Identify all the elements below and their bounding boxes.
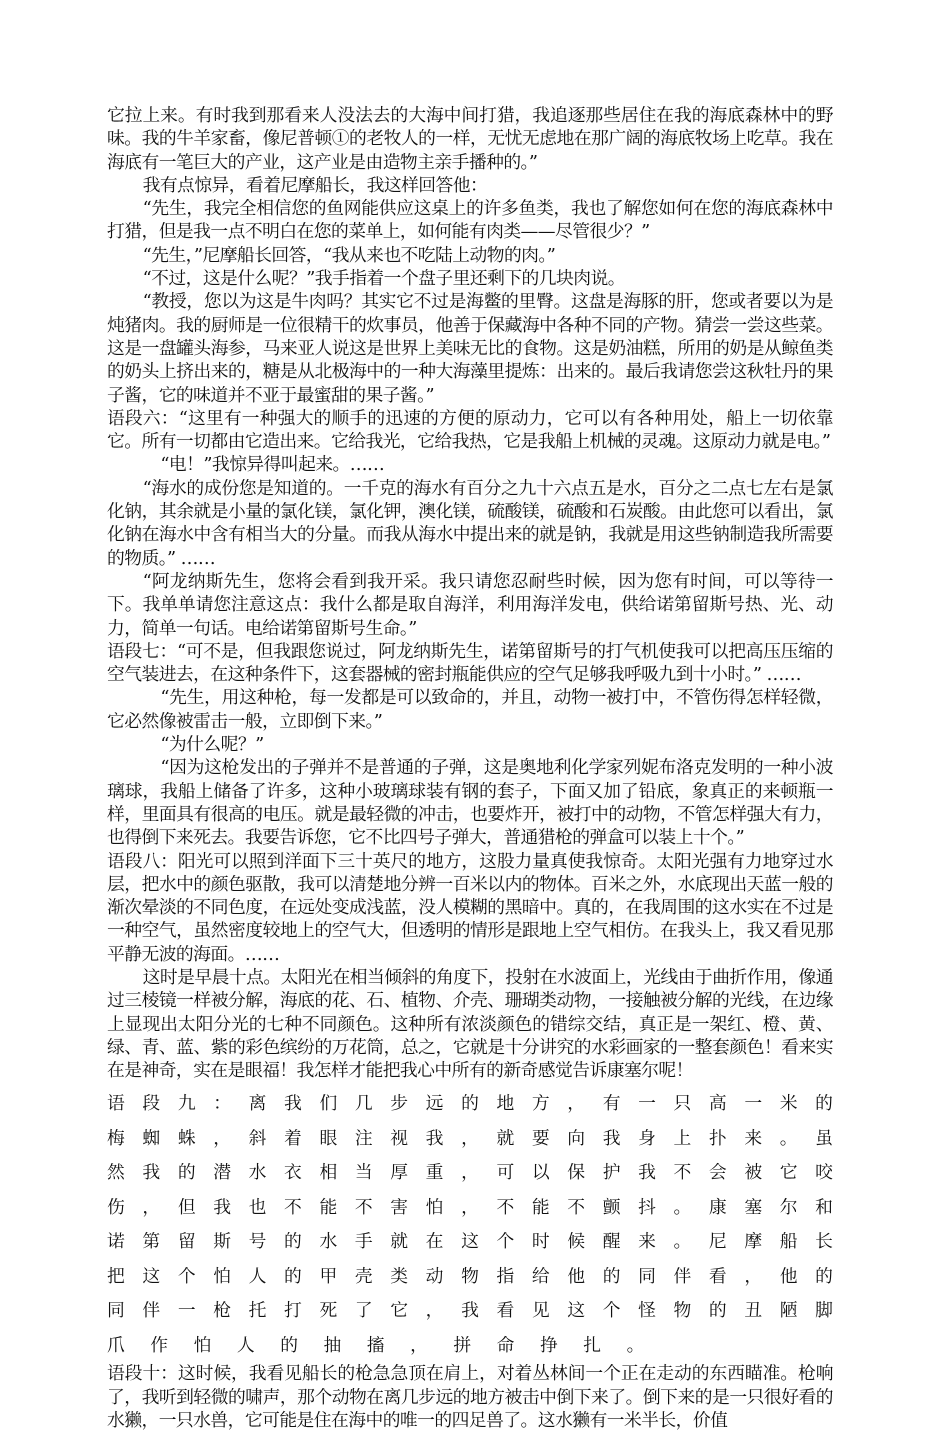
- text-paragraph: “海水的成份您是知道的。一千克的海水有百分之九十六点五是水，百分之二点七左右是氯化钠，其余就是小量的氯化镁，氯化钾，澳化镁，硫酸镁，硫酸和石炭酸。由此您可以看出，氯化钠在海水中含有相当大的分量。而我从海水中提出来的就是钠，我就是用这些钠制造我所需要的物质。” ……: [107, 477, 833, 569]
- text-paragraph: “先生，用这种枪，每一发都是可以致命的，并且，动物一被打中，不管伤得怎样轻微，它必然像被雷击一般，立即倒下来。”: [107, 687, 833, 732]
- text-paragraph: “教授，您以为这是牛肉吗？其实它不过是海鳖的里臀。这盘是海豚的肝，您或者要以为是炖猪肉。我的厨师是一位很精干的炊事员，他善于保藏海中各种不同的产物。猜尝一尝这些菜。这是一盘罐头海参，马来亚人说这是世界上美味无比的食物。这是奶油糕，所用的奶是从鲸鱼类的奶头上挤出来的，糖是从北极海中的一种大海藻里提炼：出来的。最后我请您尝这秋牡丹的果子酱，它的味道并不亚于最蜜甜的果子酱。”: [107, 291, 833, 406]
- text-paragraph: “为什么呢？”: [160, 734, 264, 756]
- text-paragraph: “电！”我惊异得叫起来。……: [160, 454, 385, 476]
- passage-section-5: [107, 104, 833, 407]
- section-paragraph: 语段六：“这里有一种强大的顺手的迅速的方便的原动力，它可以有各种用处，船上一切依靠它。所有一切都由它造出来。它给我光，它给我热，它是我船上机械的灵魂。这原动力就是电。”: [107, 407, 833, 453]
- section-paragraph: 语段十：这时候，我看见船长的枪急急顶在肩上，对着丛林间一个正在走动的东西瞄准。枪响了，我听到轻微的啸声，那个动物在离几步远的地方被击中倒下来了。倒下来的是一只很好看的水獭，一只水兽，它可能是住在海中的唯一的四足兽了。这水獭有一米半长，价值: [107, 1363, 833, 1432]
- text-paragraph: “阿龙纳斯先生，您将会看到我开采。我只请您忍耐些时候，因为您有时间，可以等待一下。我单单请您注意这点：我什么都是取自海洋，利用海洋发电，供给诺第留斯号热、光、动力，简单一句话。电给诺第留斯号生命。”: [107, 570, 833, 639]
- text-paragraph: “不过，这是什么呢？”我手指着一个盘子里还剩下的几块肉说。: [142, 268, 625, 290]
- spaced-text-row: 同 伴 一 枪 托 打 死 了 它 ， 我 看 见 这 个 怪 物 的 丑 陋 脚: [107, 1300, 833, 1322]
- passage-section-6: [107, 407, 833, 640]
- spaced-text-row: 爪 作 怕 人 的 抽 搐 ， 拼 命 挣 扎 。: [107, 1334, 645, 1356]
- section-paragraph: 语段八：阳光可以照到洋面下三十英尺的地方，这股力量真使我惊奇。太阳光强有力地穿过水层，把水中的颜色驱散，我可以清楚地分辨一百米以内的物体。百米之外，水底现出天蓝一般的渐次晕淡的不同色度，在远处变成浅蓝，没人模糊的黑暗中。真的，在我周围的这水实在不过是一种空气，虽然密度较地上的空气大，但透明的情形是跟地上空气相仿。在我头上，我又看见那平静无波的海面。……: [107, 850, 833, 965]
- text-paragraph: “因为这枪发出的子弹并不是普通的子弹，这是奥地利化学家列妮布洛克发明的一种小波璃球，我船上储备了许多，这种小玻璃球装有钢的套子，下面又加了铅底，象真正的来顿瓶一样，里面具有很高的电压。就是最轻微的冲击，也要炸开，被打中的动物，不管怎样强大有力，也得倒下来死去。我要告诉您，它不比四号子弹大，普通猎枪的弹盒可以装上十个。”: [107, 757, 833, 849]
- passage-section-10: [107, 1362, 833, 1432]
- spaced-text-row: 梅 蜘 蛛 ， 斜 着 眼 注 视 我 ， 就 要 向 我 身 上 扑 来 。 虽: [107, 1127, 833, 1149]
- spaced-text-row: 伤 ， 但 我 也 不 能 不 害 怕 ， 不 能 不 颤 抖 。 康 塞 尔 和: [107, 1196, 833, 1218]
- text-paragraph: “先生，”尼摩船长回答，“我从来也不吃陆上动物的肉。”: [142, 244, 556, 266]
- document-page: [107, 104, 833, 1432]
- spaced-text-row: 语 段 九 ： 离 我 们 几 步 远 的 地 方 ， 有 一 只 高 一 米 的: [107, 1093, 833, 1115]
- passage-section-7: [107, 640, 833, 850]
- passage-section-8: [107, 850, 833, 1083]
- spaced-text-row: 把 这 个 怕 人 的 甲 壳 类 动 物 指 给 他 的 同 伴 看 ， 他 的: [107, 1265, 833, 1287]
- text-paragraph: “先生，我完全相信您的鱼网能供应这桌上的许多鱼类，我也了解您如何在您的海底森林中打猎，但是我一点不明白在您的菜单上，如何能有肉类——尽管很少？”: [107, 198, 833, 243]
- passage-section-9: [107, 1085, 833, 1361]
- section-paragraph: 语段七：“可不是，但我跟您说过，阿龙纳斯先生，诺第留斯号的打气机使我可以把高压压缩的空气装进去，在这种条件下，这套器械的密封瓶能供应的空气足够我呼吸九到十小时。” ……: [107, 640, 833, 686]
- text-paragraph: 这时是早晨十点。太阳光在相当倾斜的角度下，投射在水波面上，光线由于曲折作用，像通过三棱镜一样被分解，海底的花、石、植物、介壳、珊瑚类动物，一接触被分解的光线，在边缘上显现出太阳分光的七种不同颜色。这种所有浓淡颜色的错综交结，真正是一架红、橙、黄、绿、青、蓝、紫的彩色缤纷的万花筒，总之，它就是十分讲究的水彩画家的一整套颜色！看来实在是神奇，实在是眼福！我怎样才能把我心中所有的新奇感觉告诉康塞尔呢！: [107, 966, 833, 1082]
- spaced-text-row: 诺 第 留 斯 号 的 水 手 就 在 这 个 时 候 醒 来 。 尼 摩 船 长: [107, 1231, 833, 1253]
- text-paragraph: 我有点惊异，看着尼摩船长，我这样回答他：: [142, 174, 488, 196]
- spaced-text-row: 然 我 的 潜 水 衣 相 当 厚 重 ， 可 以 保 护 我 不 会 被 它 咬: [107, 1162, 833, 1184]
- text-paragraph: 它拉上来。有时我到那看来人没法去的大海中间打猎，我追逐那些居住在我的海底森林中的野味。我的牛羊家畜，像尼普顿①的老牧人的一样，无忧无虑地在那广阔的海底牧场上吃草。我在海底有一笔巨大的产业，这产业是由造物主亲手播种的。”: [107, 105, 833, 173]
